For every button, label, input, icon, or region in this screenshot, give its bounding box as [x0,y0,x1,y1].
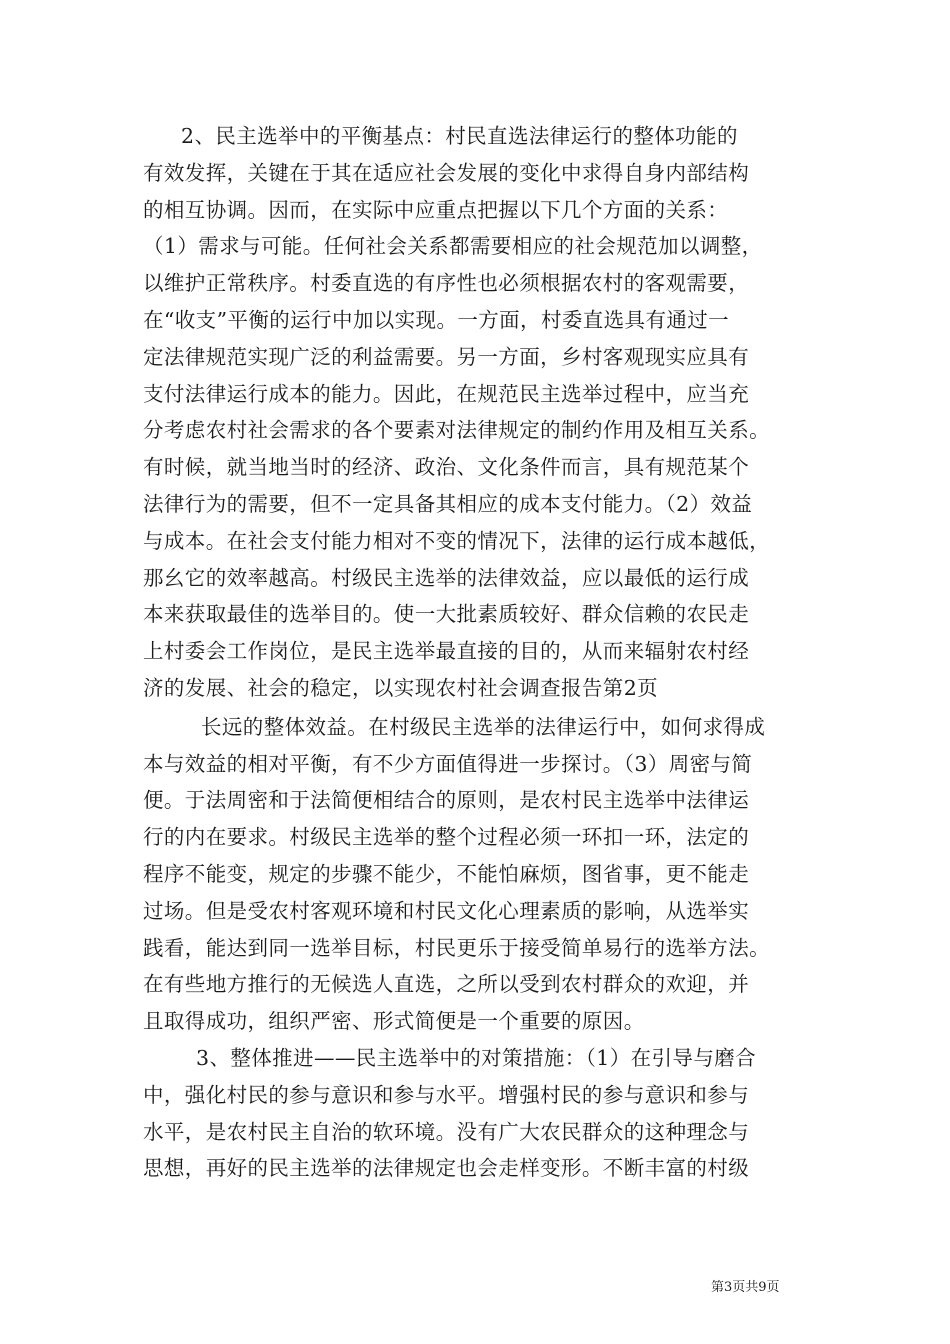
text-line: 3、整体推进——民主选举中的对策措施：（1）在引导与磨合 [196,1045,757,1070]
text-line: 有效发挥，关键在于其在适应社会发展的变化中求得自身内部结构 [143,160,750,185]
text-line: 且取得成功，组织严密、形式简便是一个重要的原因。 [143,1009,645,1034]
text-line: 在有些地方推行的无候选人直选，之所以受到农村群众的欢迎，并 [143,972,750,997]
text-line: 济的发展、社会的稳定，以实现农村社会调查报告第2页 [143,675,659,700]
text-line: 法律行为的需要，但不一定具备其相应的成本支付能力。（2）效益 [143,491,753,516]
text-line: 的相互协调。因而，在实际中应重点把握以下几个方面的关系： [143,197,729,222]
text-line: 践看，能达到同一选举目标，村民更乐于接受简单易行的选举方法。 [143,935,770,960]
text-line: 在“收支”平衡的运行中加以实现。一方面，村委直选具有通过一 [143,307,730,332]
text-line: 上村委会工作岗位，是民主选举最直接的目的，从而来辐射农村经 [143,639,750,664]
text-line: 那幺它的效率越高。村级民主选举的法律效益，应以最低的运行成 [143,565,750,590]
text-line: 过场。但是受农村客观环境和村民文化心理素质的影响，从选举实 [143,898,750,923]
text-line: 本来获取最佳的选举目的。使一大批素质较好、群众信赖的农民走 [143,602,750,627]
text-line: 思想，再好的民主选举的法律规定也会走样变形。不断丰富的村级 [143,1156,750,1181]
paragraph-balance-point [143,118,823,707]
text-line: 与成本。在社会支付能力相对不变的情况下，法律的运行成本越低， [143,528,770,553]
page-number-footer: 第3页共9页 [711,1280,780,1295]
text-line: 本与效益的相对平衡，有不少方面值得进一步探讨。（3）周密与简 [143,751,753,776]
text-line: 定法律规范实现广泛的利益需要。另一方面，乡村客观现实应具有 [143,344,750,369]
document-body [143,118,823,1187]
text-line: 水平，是农村民主自治的软环境。没有广大农民群众的这种理念与 [143,1119,750,1144]
text-line: 2、民主选举中的平衡基点：村民直选法律运行的整体功能的 [181,124,738,148]
text-line: 行的内在要求。村级民主选举的整个过程必须一环扣一环，法定的 [143,825,750,850]
text-line: 便。于法周密和于法简便相结合的原则，是农村民主选举中法律运 [143,788,750,813]
text-line: 中，强化村民的参与意识和参与水平。增强村民的参与意识和参与 [143,1082,750,1107]
text-line: （1）需求与可能。任何社会关系都需要相应的社会规范加以调整， [143,234,763,259]
paragraph-long-term-benefit [143,709,823,1040]
text-line: 分考虑农村社会需求的各个要素对法律规定的制约作用及相互关系。 [143,418,770,443]
text-line: 有时候，就当地当时的经济、政治、文化条件而言，具有规范某个 [143,455,750,480]
text-line: 长远的整体效益。在村级民主选举的法律运行中，如何求得成 [201,714,766,739]
text-line: 支付法律运行成本的能力。因此，在规范民主选举过程中，应当充 [143,381,750,406]
paragraph-countermeasures [143,1040,823,1187]
text-line: 以维护正常秩序。村委直选的有序性也必须根据农村的客观需要， [143,271,750,296]
text-line: 程序不能变，规定的步骤不能少，不能怕麻烦，图省事，更不能走 [143,861,750,886]
